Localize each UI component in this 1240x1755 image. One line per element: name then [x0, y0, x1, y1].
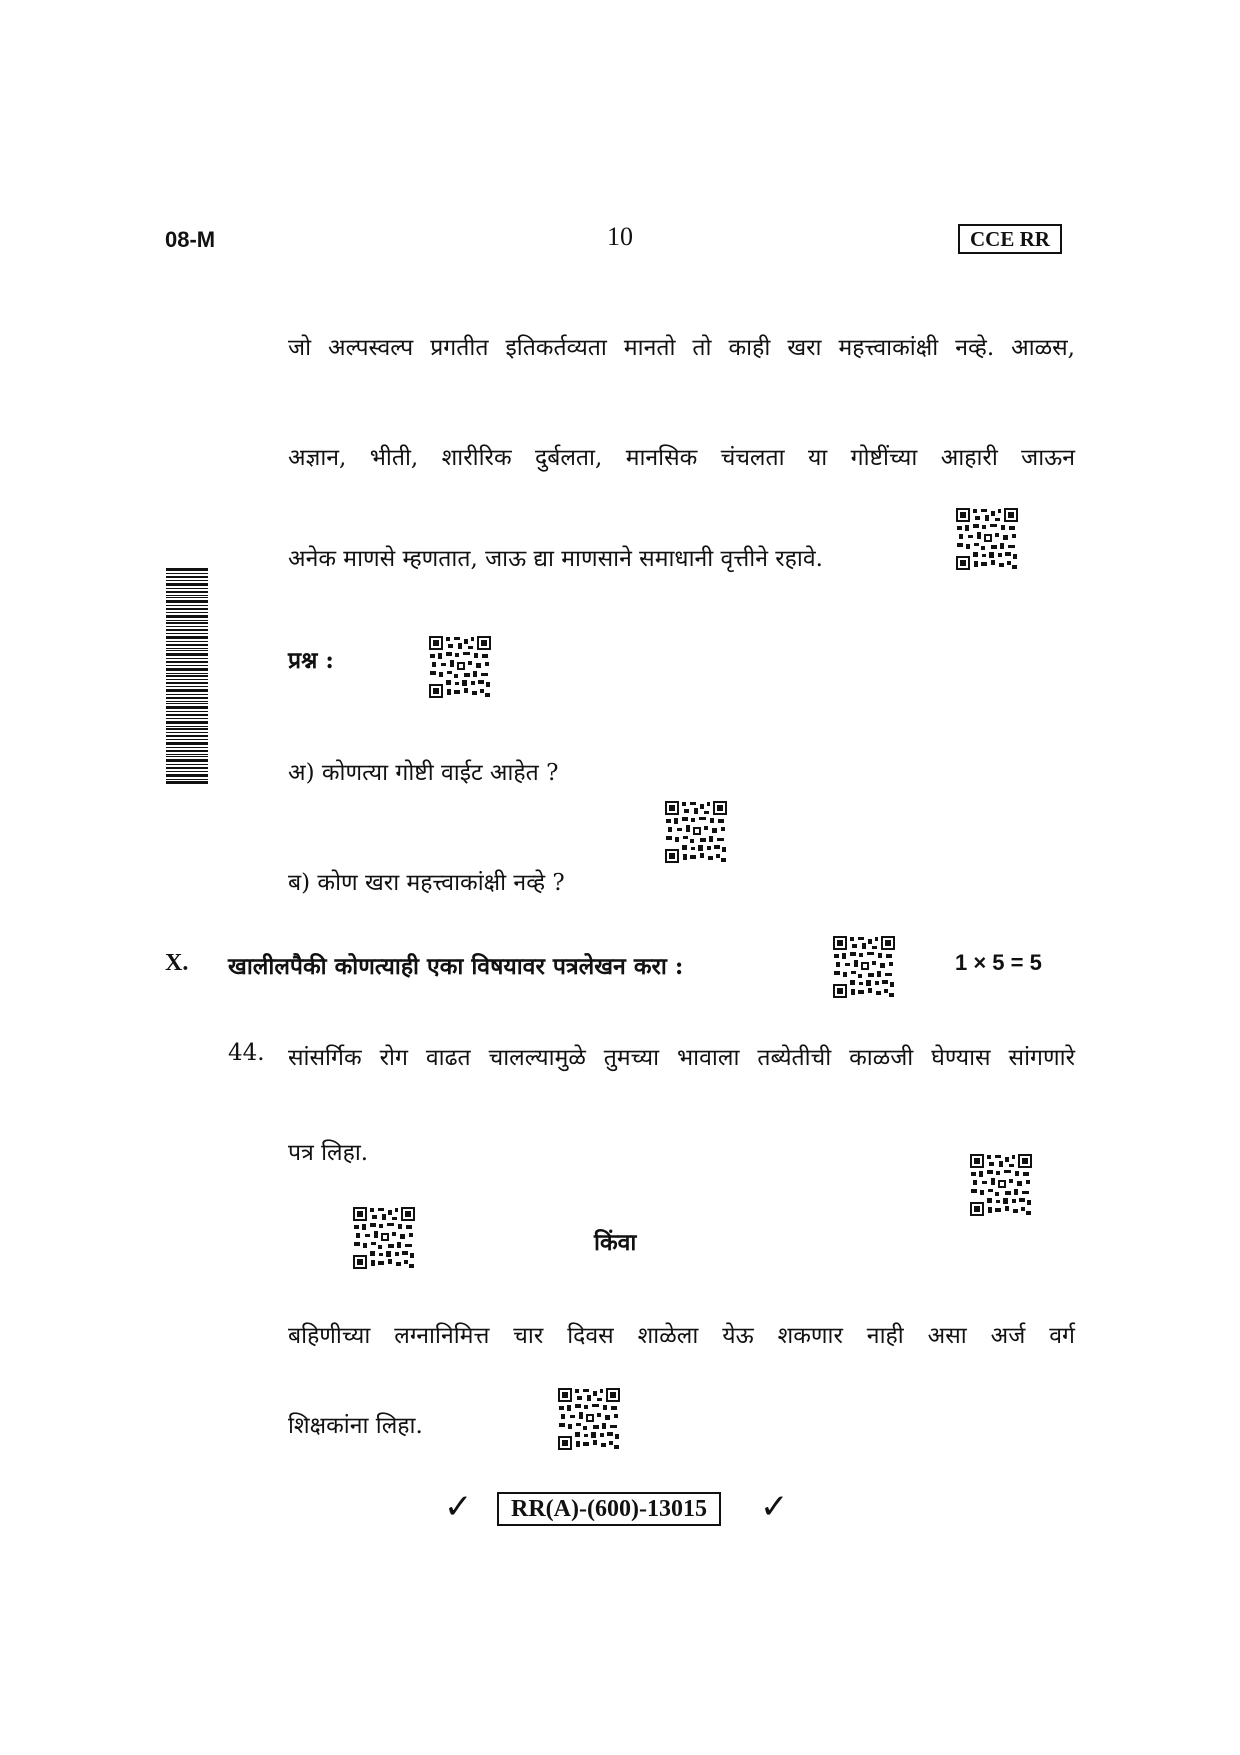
alt-question-line-2: शिक्षकांना लिहा.	[288, 1413, 423, 1439]
question-number: 44.	[228, 1040, 265, 1066]
passage-line-2: अज्ञान, भीती, शारीरिक दुर्बलता, मानसिक चंचलता या गोष्टींच्या आहारी जाऊन	[288, 445, 1075, 471]
question-b: ब) कोण खरा महत्त्वाकांक्षी नव्हे ?	[288, 870, 565, 896]
qr-code-icon	[664, 800, 728, 864]
question-a: अ) कोणत्या गोष्टी वाईट आहेत ?	[288, 760, 559, 786]
q44-line-2: पत्र लिहा.	[288, 1140, 369, 1166]
check-mark-icon: ✓	[444, 1487, 473, 1527]
alt-question-line-1: बहिणीच्या लग्नानिमित्त चार दिवस शाळेला येऊ शकणार नाही असा अर्ज वर्ग	[288, 1323, 1075, 1349]
passage-line-1: जो अल्पस्वल्प प्रगतीत इतिकर्तव्यता मानतो तो काही खरा महत्त्वाकांक्षी नव्हे. आळस,	[288, 335, 1075, 361]
check-mark-icon: ✓	[760, 1487, 789, 1527]
section-marks: 1 × 5 = 5	[955, 950, 1042, 975]
qr-code-icon	[428, 635, 492, 699]
qr-code-icon	[832, 935, 896, 999]
questions-heading: प्रश्न :	[288, 647, 334, 674]
q44-line-1: सांसर्गिक रोग वाढत चालल्यामुळे तुमच्या भावाला तब्येतीची काळजी घेण्यास सांगणारे	[288, 1045, 1075, 1071]
qr-code-icon	[352, 1206, 416, 1270]
qr-code-icon	[969, 1153, 1033, 1217]
or-label: किंवा	[594, 1229, 637, 1256]
section-number: X.	[165, 950, 189, 976]
qr-code-icon	[955, 507, 1019, 571]
paper-code: 08-M	[165, 227, 216, 252]
qr-code-icon	[557, 1387, 621, 1451]
barcode-icon	[166, 568, 208, 784]
footer-code-box: RR(A)-(600)-13015	[497, 1492, 721, 1526]
passage-line-3: अनेक माणसे म्हणतात, जाऊ द्या माणसाने समाधानी वृत्तीने रहावे.	[288, 546, 823, 572]
section-title: खालीलपैकी कोणत्याही एका विषयावर पत्रलेखन करा :	[228, 953, 684, 980]
page-number: 10	[607, 222, 633, 251]
exam-series-box: CCE RR	[958, 224, 1062, 254]
